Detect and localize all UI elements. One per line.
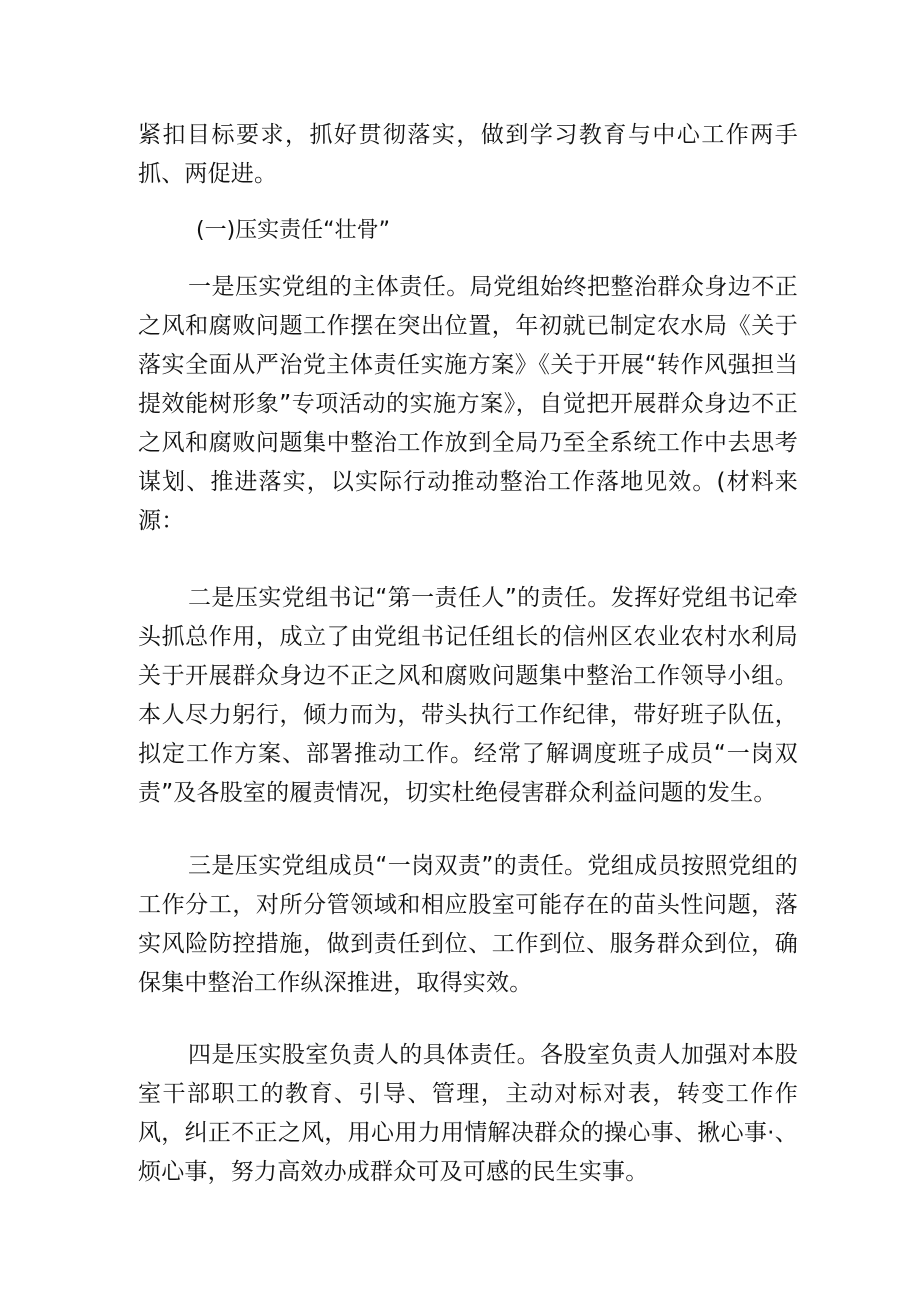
paragraph-item-one: 一是压实党组的主体责任。局党组始终把整治群众身边不正之风和腐败问题工作摆在突出位置，年初就已制定农水局《关于落实全面从严治党主体责任实施方案》《关于开展“转作风强担当提效能树形象”专项活动的实施方案》，自觉把开展群众身边不正之风和腐败问题集中整治工作放到全局乃至全系统工作中去思考谋划、推进落实，以实际行动推动整治工作落地见效。(材料来源：	[138, 274, 798, 534]
paragraph-intro-continuation: 紧扣目标要求，抓好贯彻落实，做到学习教育与中心工作两手抓、两促进。	[138, 122, 798, 187]
paragraph-item-two: 二是压实党组书记“第一责任人”的责任。发挥好党组书记牵头抓总作用，成立了由党组书记任组长的信州区农业农村水利局关于开展群众身边不正之风和腐败问题集中整治工作领导小组。本人尽力躬行，倾力而为，带头执行工作纪律，带好班子队伍，拟定工作方案、部署推动工作。经常了解调度班子成员“一岗双责”及各股室的履责情况，切实杜绝侵害群众利益问题的发生。	[138, 585, 798, 806]
paragraph-item-four: 四是压实股室负责人的具体责任。各股室负责人加强对本股室干部职工的教育、引导、管理，主动对标对表，转变工作作风，纠正不正之风，用心用力用情解决群众的操心事、揪心事·、烦心事，努力高效办成群众可及可感的民生实事。	[138, 1042, 798, 1185]
paragraph-item-three: 三是压实党组成员“一岗双责”的责任。党组成员按照党组的工作分工，对所分管领域和相应股室可能存在的苗头性问题，落实风险防控措施，做到责任到位、工作到位、服务群众到位，确保集中整治工作纵深推进，取得实效。	[138, 853, 798, 996]
section-heading: (一)压实责任“壮骨”	[196, 218, 390, 243]
